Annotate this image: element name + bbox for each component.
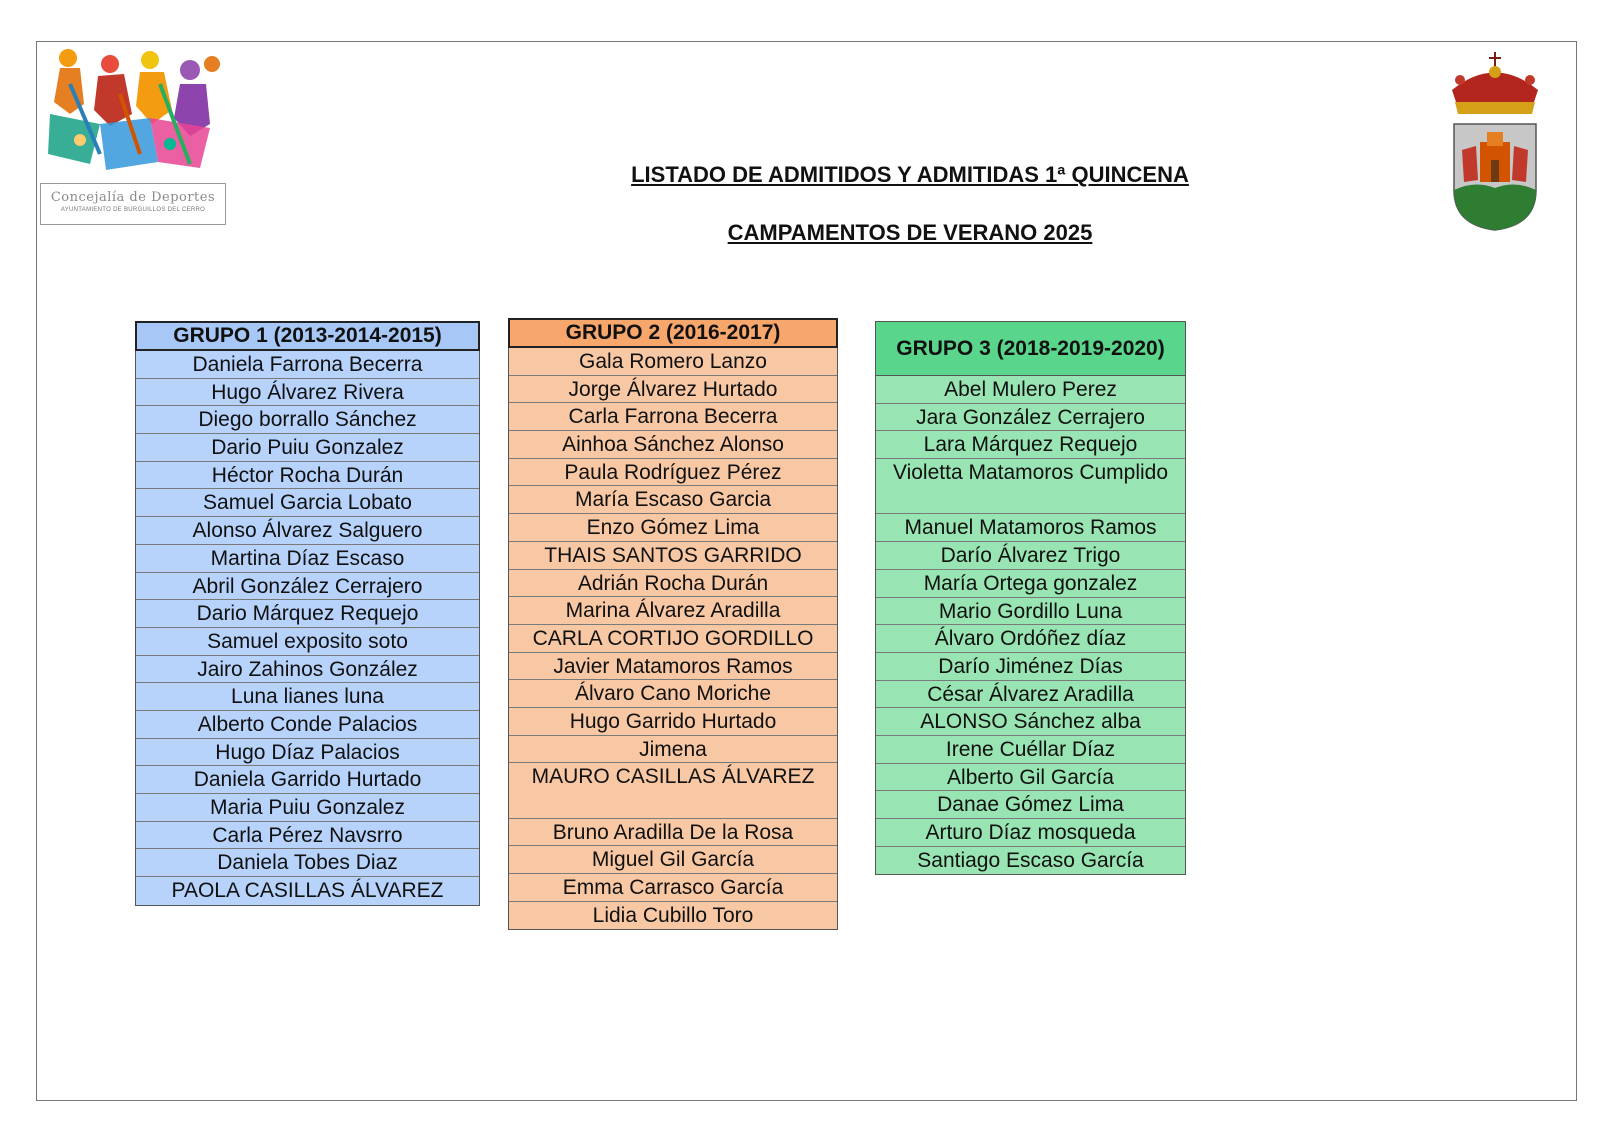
list-item: Hugo Álvarez Rivera <box>136 379 479 407</box>
list-item: Alberto Conde Palacios <box>136 711 479 739</box>
list-item: Alberto Gil García <box>876 764 1185 792</box>
list-item: Jara González Cerrajero <box>876 404 1185 432</box>
list-item: María Ortega gonzalez <box>876 570 1185 598</box>
list-item: César Álvarez Aradilla <box>876 681 1185 709</box>
group-2-header: GRUPO 2 (2016-2017) <box>508 318 838 348</box>
group-1-table <box>135 321 480 906</box>
list-item: Álvaro Cano Moriche <box>509 680 837 708</box>
list-item: Jimena <box>509 736 837 764</box>
list-item: Darío Jiménez Días <box>876 653 1185 681</box>
list-item: Lidia Cubillo Toro <box>509 902 837 930</box>
list-item: THAIS SANTOS GARRIDO <box>509 542 837 570</box>
list-item: María Escaso Garcia <box>509 486 837 514</box>
document-title: LISTADO DE ADMITIDOS Y ADMITIDAS 1ª QUINCENA <box>631 162 1189 187</box>
list-item: Violetta Matamoros Cumplido <box>876 459 1185 514</box>
list-item: Paula Rodríguez Pérez <box>509 459 837 487</box>
document-subtitle: CAMPAMENTOS DE VERANO 2025 <box>727 220 1093 245</box>
list-item: Marina Álvarez Aradilla <box>509 597 837 625</box>
list-item: Bruno Aradilla De la Rosa <box>509 819 837 847</box>
list-item: ALONSO Sánchez alba <box>876 708 1185 736</box>
list-item: CARLA CORTIJO GORDILLO <box>509 625 837 653</box>
list-item: Jairo Zahinos González <box>136 656 479 684</box>
list-item: Miguel Gil García <box>509 846 837 874</box>
list-item: Abril González Cerrajero <box>136 573 479 601</box>
list-item: Alonso Álvarez Salguero <box>136 517 479 545</box>
list-item: Samuel Garcia Lobato <box>136 489 479 517</box>
list-item: Álvaro Ordóñez díaz <box>876 625 1185 653</box>
list-item: Lara Márquez Requejo <box>876 431 1185 459</box>
list-item: Santiago Escaso García <box>876 847 1185 875</box>
list-item: Samuel exposito soto <box>136 628 479 656</box>
logo-subtitle: AYUNTAMIENTO DE BURGUILLOS DEL CERRO <box>60 207 206 213</box>
sports-figures-icon <box>40 44 230 184</box>
list-item: Dario Puiu Gonzalez <box>136 434 479 462</box>
list-item: Enzo Gómez Lima <box>509 514 837 542</box>
list-item: Emma Carrasco García <box>509 874 837 902</box>
coat-of-arms-icon <box>1440 50 1550 235</box>
group-3-rows <box>876 376 1185 874</box>
logo-caption-box <box>40 183 226 225</box>
group-1-rows <box>136 351 479 905</box>
list-item: PAOLA CASILLAS ÁLVAREZ <box>136 877 479 905</box>
list-item: Hugo Garrido Hurtado <box>509 708 837 736</box>
list-item: Carla Farrona Becerra <box>509 403 837 431</box>
logo-title: Concejalía de Deportes <box>50 190 216 205</box>
group-3-header: GRUPO 3 (2018-2019-2020) <box>876 321 1185 376</box>
list-item: Ainhoa Sánchez Alonso <box>509 431 837 459</box>
list-item: Adrián Rocha Durán <box>509 570 837 598</box>
list-item: Danae Gómez Lima <box>876 791 1185 819</box>
list-item: Jorge Álvarez Hurtado <box>509 376 837 404</box>
list-item: Dario Márquez Requejo <box>136 600 479 628</box>
list-item: Manuel Matamoros Ramos <box>876 514 1185 542</box>
list-item: Irene Cuéllar Díaz <box>876 736 1185 764</box>
list-item: Javier Matamoros Ramos <box>509 653 837 681</box>
list-item: Daniela Garrido Hurtado <box>136 766 479 794</box>
list-item: Maria Puiu Gonzalez <box>136 794 479 822</box>
list-item: Luna lianes luna <box>136 683 479 711</box>
group-2-rows <box>509 348 837 929</box>
list-item: Mario Gordillo Luna <box>876 598 1185 626</box>
list-item: Daniela Farrona Becerra <box>136 351 479 379</box>
list-item: Arturo Díaz mosqueda <box>876 819 1185 847</box>
list-item: Gala Romero Lanzo <box>509 348 837 376</box>
list-item: Darío Álvarez Trigo <box>876 542 1185 570</box>
group-3-table <box>875 321 1186 875</box>
list-item: Héctor Rocha Durán <box>136 462 479 490</box>
list-item: Abel Mulero Perez <box>876 376 1185 404</box>
list-item: Daniela Tobes Diaz <box>136 849 479 877</box>
group-1-header: GRUPO 1 (2013-2014-2015) <box>135 321 480 351</box>
sports-department-logo <box>40 44 230 229</box>
list-item: Martina Díaz Escaso <box>136 545 479 573</box>
list-item: Diego borrallo Sánchez <box>136 406 479 434</box>
list-item: MAURO CASILLAS ÁLVAREZ <box>509 763 837 818</box>
group-2-table <box>508 318 838 930</box>
list-item: Hugo Díaz Palacios <box>136 739 479 767</box>
list-item: Carla Pérez Navsrro <box>136 822 479 850</box>
